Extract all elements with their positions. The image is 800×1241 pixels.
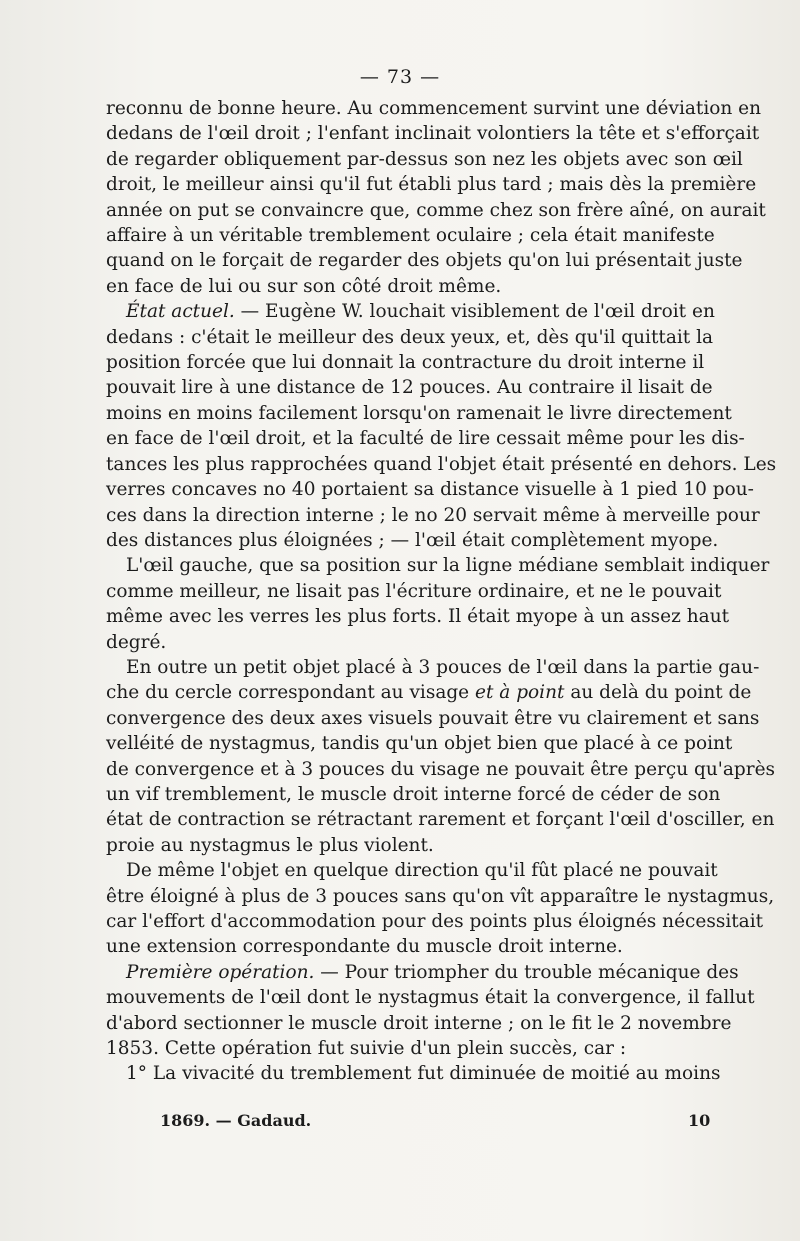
text-line: convergence des deux axes visuels pouvait être vu clairement et sans <box>106 707 760 729</box>
footer-signature: 1869. — Gadaud. <box>160 1111 312 1130</box>
italic-heading-premiere-operation: Première opération. <box>126 961 315 983</box>
text-line: une extension correspondante du muscle droit interne. <box>106 936 623 958</box>
footer-sheet-number: 10 <box>688 1111 711 1130</box>
text-line: 1° La vivacité du tremblement fut diminuée de moitié au moins <box>126 1063 721 1085</box>
text-line: être éloigné à plus de 3 pouces sans qu'on vît apparaître le nystagmus, <box>106 885 775 907</box>
text-line: car l'effort d'accommodation pour des points plus éloignés nécessitait <box>106 911 764 932</box>
text-line: tances les plus rapprochées quand l'objet était présenté en dehors. Les <box>106 453 777 475</box>
text-line: quand on le forçait de regarder des objets qu'on lui présentait juste <box>106 250 743 272</box>
text-line: des distances plus éloignées ; — l'œil était complètement myope. <box>106 529 719 551</box>
text-line: état de contraction se rétractant rarement et forçant l'œil d'osciller, en <box>106 809 775 831</box>
text-line: De même l'objet en quelque direction qu'il fût placé ne pouvait <box>126 860 718 882</box>
text-line: moins en moins facilement lorsqu'on ramenait le livre directement <box>106 402 732 424</box>
text-line: affaire à un véritable tremblement oculaire ; cela était manifeste <box>106 225 715 247</box>
text-line: 1853. Cette opération fut suivie d'un plein succès, car : <box>106 1038 627 1060</box>
text-line: degré. <box>106 631 167 653</box>
text-line: position forcée que lui donnait la contracture du droit interne il <box>106 352 705 374</box>
text-line: reconnu de bonne heure. Au commencement survint une déviation en <box>106 98 762 119</box>
text-line: verres concaves no 40 portaient sa distance visuelle à 1 pied 10 pou- <box>106 479 754 501</box>
text-line: droit, le meilleur ainsi qu'il fut établi plus tard ; mais dès la première <box>106 174 757 196</box>
text-line: dedans de l'œil droit ; l'enfant inclinait volontiers la tête et s'efforçait <box>106 123 760 145</box>
text-line <box>106 680 752 705</box>
text-line: pouvait lire à une distance de 12 pouces. Au contraire il lisait de <box>106 377 713 399</box>
text-line: en face de l'œil droit, et la faculté de lire cessait même pour les dis- <box>106 428 745 450</box>
text-line: année on put se convaincre que, comme chez son frère aîné, on aurait <box>106 199 766 221</box>
body-text <box>106 96 777 1087</box>
text-line: L'œil gauche, que sa position sur la ligne médiane semblait indiquer <box>126 555 770 577</box>
text-line: en face de lui ou sur son côté droit même. <box>106 275 502 297</box>
text-line: mouvements de l'œil dont le nystagmus était la convergence, il fallut <box>106 987 755 1009</box>
italic-phrase-et-a-point: et à point <box>475 682 565 704</box>
text-line: En outre un petit objet placé à 3 pouces de l'œil dans la partie gau- <box>126 656 760 678</box>
text-line <box>106 299 715 324</box>
text-line: velléité de nystagmus, tandis qu'un objet bien que placé à ce point <box>106 733 733 755</box>
text-line <box>106 960 739 985</box>
text-line: même avec les verres les plus forts. Il était myope à un assez haut <box>106 606 730 628</box>
text-line: ces dans la direction interne ; le no 20 servait même à merveille pour <box>106 504 760 526</box>
text-line-rest: — Pour triompher du trouble mécanique des <box>320 961 739 983</box>
text-line: dedans : c'était le meilleur des deux yeux, et, dès qu'il quittait la <box>106 326 714 348</box>
italic-heading-etat-actuel: État actuel. <box>126 301 235 323</box>
text-line: d'abord sectionner le muscle droit interne ; on le fit le 2 novembre <box>106 1012 732 1034</box>
text-line: proie au nystagmus le plus violent. <box>106 834 434 856</box>
text-line-rest: au delà du point de <box>570 682 752 704</box>
text-line-start: che du cercle correspondant au visage <box>106 682 470 704</box>
page-number: — 73 — <box>359 66 441 88</box>
text-line: un vif tremblement, le muscle droit interne forcé de céder de son <box>106 783 721 805</box>
text-line: comme meilleur, ne lisait pas l'écriture ordinaire, et ne le pouvait <box>106 580 722 602</box>
text-line-rest: — Eugène W. louchait visiblement de l'œil droit en <box>240 301 715 323</box>
text-line: de convergence et à 3 pouces du visage ne pouvait être perçu qu'après <box>106 758 776 780</box>
text-line: de regarder obliquement par-dessus son nez les objets avec son œil <box>106 148 743 170</box>
